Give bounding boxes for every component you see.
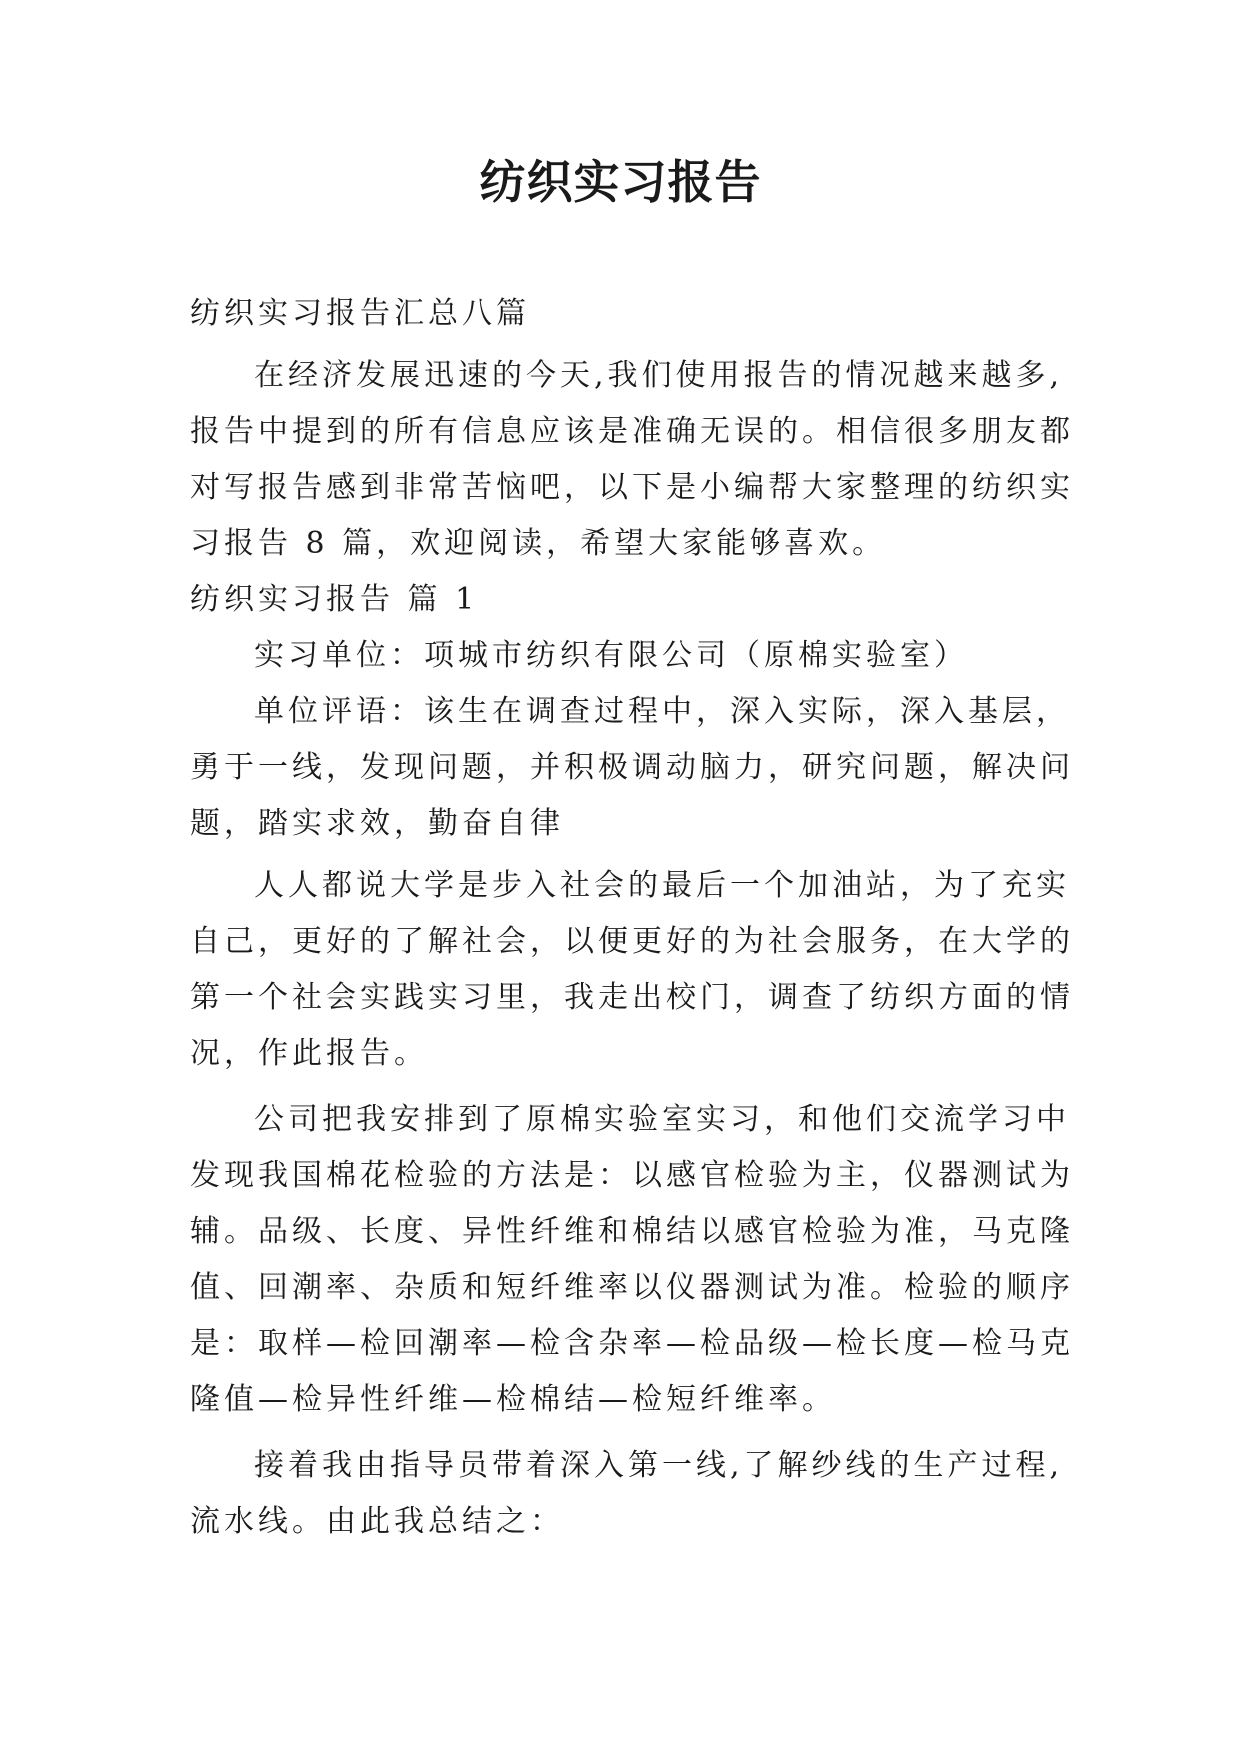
paragraph-line: 况，作此报告。 (190, 1036, 428, 1071)
paragraph-line: 在经济发展迅速的今天,我们使用报告的情况越来越多, (254, 358, 1064, 393)
paragraph-line: 习报告 8 篇，欢迎阅读，希望大家能够喜欢。 (190, 526, 887, 561)
intro-paragraph (190, 348, 1074, 572)
internship-unit: 实习单位：项城市纺织有限公司（原棉实验室） (254, 638, 968, 673)
paragraph-line: 单位评语：该生在调查过程中，深入实际，深入基层， (254, 694, 1070, 729)
paragraph-line: 第一个社会实践实习里，我走出校门，调查了纺织方面的情 (190, 980, 1074, 1015)
document-title: 纺织实习报告 (479, 155, 762, 209)
paragraph-line: 自己，更好的了解社会，以便更好的为社会服务，在大学的 (190, 924, 1074, 959)
document-body (190, 286, 1074, 1550)
paragraph-line: 报告中提到的所有信息应该是准确无误的。相信很多朋友都 (190, 414, 1074, 449)
paragraph-line: 隆值—检异性纤维—检棉结—检短纤维率。 (190, 1382, 836, 1417)
paragraph-line: 接着我由指导员带着深入第一线,了解纱线的生产过程, (254, 1448, 1064, 1483)
body-paragraph-2 (190, 1092, 1074, 1428)
body-paragraph-3 (190, 1438, 1064, 1550)
paragraph-line: 值、回潮率、杂质和短纤维率以仪器测试为准。检验的顺序 (190, 1270, 1074, 1305)
paragraph-line: 流水线。由此我总结之： (190, 1504, 564, 1539)
paragraph-line: 题，踏实求效，勤奋自律 (190, 806, 564, 841)
paragraph-line: 发现我国棉花检验的方法是：以感官检验为主，仪器测试为 (190, 1158, 1074, 1193)
paragraph-line: 是：取样—检回潮率—检含杂率—检品级—检长度—检马克 (190, 1326, 1074, 1361)
paragraph-line: 辅。品级、长度、异性纤维和棉结以感官检验为准，马克隆 (190, 1214, 1074, 1249)
evaluation-paragraph (190, 684, 1074, 852)
document-subtitle: 纺织实习报告汇总八篇 (190, 296, 530, 331)
paragraph-line: 公司把我安排到了原棉实验室实习，和他们交流学习中 (254, 1102, 1070, 1137)
paragraph-line: 勇于一线，发现问题，并积极调动脑力，研究问题，解决问 (190, 750, 1074, 785)
section-heading: 纺织实习报告 篇 1 (190, 582, 479, 617)
body-paragraph-1 (190, 858, 1074, 1082)
paragraph-line: 对写报告感到非常苦恼吧，以下是小编帮大家整理的纺织实 (190, 470, 1074, 505)
paragraph-line: 人人都说大学是步入社会的最后一个加油站，为了充实 (254, 868, 1070, 903)
